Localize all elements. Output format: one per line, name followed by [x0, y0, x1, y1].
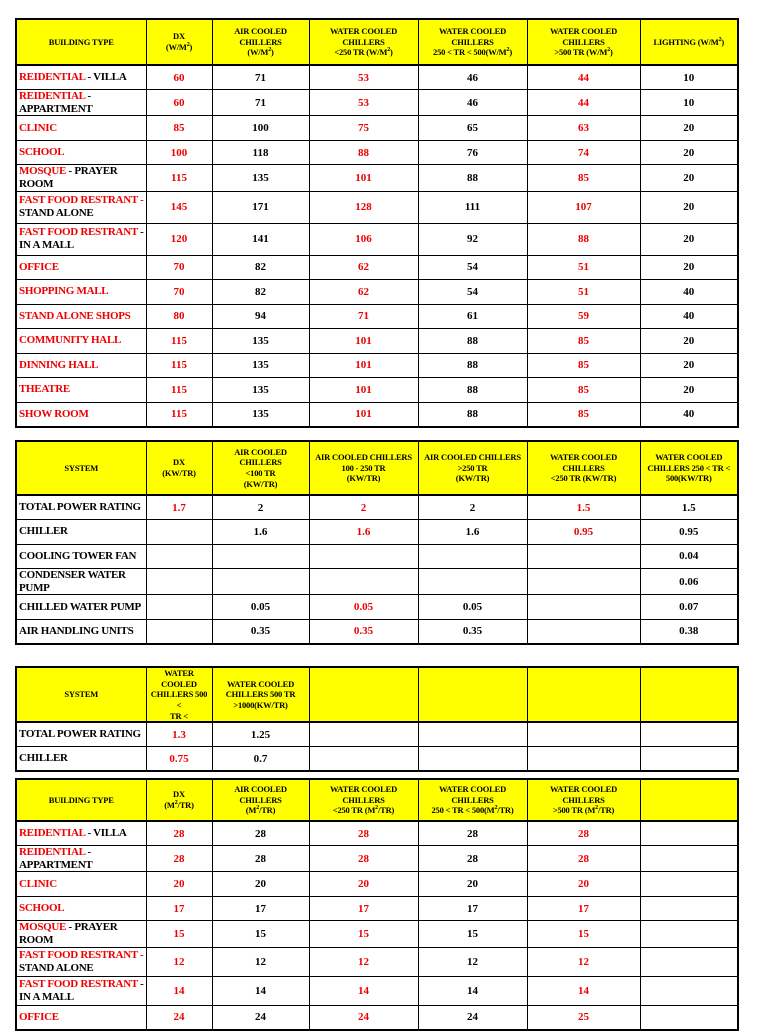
cell-value	[640, 921, 738, 947]
table-row	[16, 191, 738, 223]
column-header: WATER COOLED CHILLERS 250 < TR < $500(M^2/TR)$	[418, 779, 527, 821]
column-header: WATER COOLED CHILLERS 250 < TR < 500(KW/TR)	[640, 441, 738, 495]
row-label: REIDENTIAL - APPARTMENT	[16, 846, 146, 872]
column-header: DX $(M^2/TR)$	[146, 779, 212, 821]
cell-value: 71	[309, 304, 418, 329]
cell-value: 120	[146, 223, 212, 255]
row-label: CHILLED WATER PUMP	[16, 595, 146, 620]
cell-value: 24	[146, 1005, 212, 1030]
cell-value: 1.6	[309, 520, 418, 545]
row-label: SHOPPING MALL	[16, 280, 146, 305]
cell-value: 88	[418, 402, 527, 427]
column-header: WATER COOLED CHILLERS <250 TR $(M^2/TR)$	[309, 779, 418, 821]
cell-value: 171	[212, 191, 309, 223]
cell-value: 101	[309, 378, 418, 403]
cell-value: 1.6	[418, 520, 527, 545]
row-label: DINNING HALL	[16, 353, 146, 378]
cell-value: 0.38	[640, 619, 738, 644]
cell-value: 17	[309, 896, 418, 921]
cell-value: 10	[640, 90, 738, 116]
cell-value: 28	[309, 821, 418, 846]
cell-value: 71	[212, 65, 309, 90]
cell-value: 28	[527, 821, 640, 846]
row-label: REIDENTIAL - APPARTMENT	[16, 90, 146, 116]
cell-value: 0.04	[640, 544, 738, 569]
cell-value: 2	[418, 495, 527, 520]
cell-value: 59	[527, 304, 640, 329]
cell-value	[418, 722, 527, 747]
cell-value: 46	[418, 65, 527, 90]
kw-per-tr-table	[15, 440, 739, 645]
table-row	[16, 821, 738, 846]
cell-value: 40	[640, 304, 738, 329]
cell-value: 24	[418, 1005, 527, 1030]
cell-value: 115	[146, 402, 212, 427]
row-label: MOSQUE - PRAYER ROOM	[16, 165, 146, 191]
cell-value: 28	[212, 846, 309, 872]
cell-value: 88	[418, 378, 527, 403]
table-row	[16, 1005, 738, 1030]
cell-value: 70	[146, 280, 212, 305]
cell-value: 17	[527, 896, 640, 921]
cell-value: 0.06	[640, 569, 738, 595]
column-header: AIR COOLED CHILLERS $(W/M^2)$	[212, 19, 309, 65]
cell-value: 15	[527, 921, 640, 947]
cell-value: 101	[309, 165, 418, 191]
cell-value: 115	[146, 329, 212, 354]
cell-value	[527, 544, 640, 569]
cell-value: 115	[146, 353, 212, 378]
cell-value: 88	[309, 140, 418, 165]
table-row	[16, 140, 738, 165]
row-label: TOTAL POWER RATING	[16, 495, 146, 520]
column-header: WATER COOLED CHILLERS <250 TR (KW/TR)	[527, 441, 640, 495]
row-label: CHILLER	[16, 520, 146, 545]
cell-value: 15	[309, 921, 418, 947]
cell-value: 51	[527, 280, 640, 305]
cell-value: 61	[418, 304, 527, 329]
cell-value: 88	[418, 165, 527, 191]
table-row	[16, 520, 738, 545]
cell-value: 28	[309, 846, 418, 872]
cell-value	[527, 722, 640, 747]
cell-value: 20	[640, 353, 738, 378]
cell-value: 12	[418, 947, 527, 976]
row-label: CONDENSER WATER PUMP	[16, 569, 146, 595]
cell-value: 0.7	[212, 747, 309, 772]
cell-value: 65	[418, 116, 527, 141]
cell-value: 51	[527, 255, 640, 280]
cell-value: 63	[527, 116, 640, 141]
cell-value	[640, 821, 738, 846]
cell-value	[640, 747, 738, 772]
row-label: FAST FOOD RESTRANT - STAND ALONE	[16, 947, 146, 976]
cell-value: 17	[418, 896, 527, 921]
cell-value: 92	[418, 223, 527, 255]
cell-value: 2	[309, 495, 418, 520]
cell-value: 88	[418, 329, 527, 354]
column-header: BUILDING TYPE	[16, 779, 146, 821]
cell-value: 74	[527, 140, 640, 165]
cell-value: 62	[309, 280, 418, 305]
cell-value: 82	[212, 255, 309, 280]
row-label: AIR HANDLING UNITS	[16, 619, 146, 644]
cell-value: 88	[527, 223, 640, 255]
column-header: WATER COOLED CHILLERS 500 TR >1000(KW/TR)	[212, 667, 309, 722]
cell-value: 118	[212, 140, 309, 165]
table-row	[16, 329, 738, 354]
table-row	[16, 116, 738, 141]
cell-value	[640, 846, 738, 872]
table-row	[16, 255, 738, 280]
cell-value: 20	[418, 872, 527, 897]
row-label: REIDENTIAL - VILLA	[16, 821, 146, 846]
cell-value: 85	[527, 402, 640, 427]
table-row	[16, 569, 738, 595]
cell-value	[640, 1005, 738, 1030]
row-label: COOLING TOWER FAN	[16, 544, 146, 569]
cell-value: 1.3	[146, 722, 212, 747]
row-label: OFFICE	[16, 255, 146, 280]
column-header	[309, 667, 418, 722]
cell-value: 75	[309, 116, 418, 141]
cell-value: 0.35	[309, 619, 418, 644]
cell-value: 28	[418, 846, 527, 872]
cell-value: 20	[640, 191, 738, 223]
large-chiller-table	[15, 666, 739, 772]
cell-value	[212, 544, 309, 569]
cell-value: 28	[146, 846, 212, 872]
cell-value: 20	[212, 872, 309, 897]
cell-value: 0.35	[418, 619, 527, 644]
cell-value: 12	[146, 947, 212, 976]
cell-value	[146, 569, 212, 595]
power-density-table	[15, 18, 739, 428]
column-header: DX (KW/TR)	[146, 441, 212, 495]
table-row	[16, 976, 738, 1005]
column-header: WATER COOLED CHILLERS >500 TR $(M^2/TR)$	[527, 779, 640, 821]
cell-value	[212, 569, 309, 595]
column-header: WATER COOLED CHILLERS 250 < TR < $500(W/M^2)$	[418, 19, 527, 65]
cell-value: 141	[212, 223, 309, 255]
cell-value: 15	[418, 921, 527, 947]
cell-value	[418, 569, 527, 595]
cell-value: 85	[527, 378, 640, 403]
cell-value: 1.6	[212, 520, 309, 545]
cell-value: 25	[527, 1005, 640, 1030]
cell-value: 100	[146, 140, 212, 165]
column-header: SYSTEM	[16, 667, 146, 722]
row-label: CLINIC	[16, 116, 146, 141]
cell-value: 80	[146, 304, 212, 329]
cell-value: 115	[146, 378, 212, 403]
cell-value: 135	[212, 353, 309, 378]
row-label: SCHOOL	[16, 896, 146, 921]
cell-value: 20	[309, 872, 418, 897]
cell-value: 60	[146, 90, 212, 116]
row-label: SCHOOL	[16, 140, 146, 165]
cell-value: 20	[640, 223, 738, 255]
cell-value: 46	[418, 90, 527, 116]
column-header	[527, 667, 640, 722]
cell-value: 106	[309, 223, 418, 255]
cell-value: 88	[418, 353, 527, 378]
table-row	[16, 495, 738, 520]
cell-value: 1.5	[640, 495, 738, 520]
cell-value: 115	[146, 165, 212, 191]
cell-value: 62	[309, 255, 418, 280]
table-row	[16, 402, 738, 427]
cell-value: 44	[527, 65, 640, 90]
table-row	[16, 223, 738, 255]
cell-value: 28	[146, 821, 212, 846]
cell-value: 14	[146, 976, 212, 1005]
cell-value: 40	[640, 280, 738, 305]
cell-value: 0.35	[212, 619, 309, 644]
cell-value: 0.05	[309, 595, 418, 620]
cell-value: 24	[212, 1005, 309, 1030]
table-row	[16, 747, 738, 772]
row-label: COMMUNITY HALL	[16, 329, 146, 354]
cell-value	[146, 619, 212, 644]
cell-value: 28	[212, 821, 309, 846]
cell-value	[640, 976, 738, 1005]
row-label: FAST FOOD RESTRANT - STAND ALONE	[16, 191, 146, 223]
cell-value: 20	[146, 872, 212, 897]
cell-value	[527, 569, 640, 595]
cell-value	[527, 619, 640, 644]
cell-value: 101	[309, 353, 418, 378]
column-header: AIR COOLED CHILLERS <100 TR (KW/TR)	[212, 441, 309, 495]
row-label: FAST FOOD RESTRANT - IN A MALL	[16, 976, 146, 1005]
table-row	[16, 280, 738, 305]
cell-value: 70	[146, 255, 212, 280]
cell-value: 101	[309, 402, 418, 427]
cell-value: 53	[309, 65, 418, 90]
row-label: THEATRE	[16, 378, 146, 403]
cell-value: 145	[146, 191, 212, 223]
cell-value: 107	[527, 191, 640, 223]
column-header: DX $(W/M^2)$	[146, 19, 212, 65]
table-row	[16, 353, 738, 378]
cell-value: 0.05	[212, 595, 309, 620]
row-label: SHOW ROOM	[16, 402, 146, 427]
cell-value: 24	[309, 1005, 418, 1030]
cell-value	[309, 544, 418, 569]
cell-value: 60	[146, 65, 212, 90]
cell-value	[418, 747, 527, 772]
column-header	[418, 667, 527, 722]
cell-value	[418, 544, 527, 569]
cell-value: 0.95	[640, 520, 738, 545]
table-row	[16, 722, 738, 747]
column-header: BUILDING TYPE	[16, 19, 146, 65]
table-row	[16, 619, 738, 644]
cell-value: 135	[212, 329, 309, 354]
cell-value	[146, 544, 212, 569]
cell-value: 12	[212, 947, 309, 976]
cell-value: 17	[146, 896, 212, 921]
cell-value: 20	[640, 378, 738, 403]
column-header: AIR COOLED CHILLERS 100 - 250 TR (KW/TR)	[309, 441, 418, 495]
column-header	[640, 779, 738, 821]
cell-value: 14	[418, 976, 527, 1005]
column-header: SYSTEM	[16, 441, 146, 495]
cell-value: 1.7	[146, 495, 212, 520]
row-label: TOTAL POWER RATING	[16, 722, 146, 747]
cell-value	[146, 595, 212, 620]
cell-value: 76	[418, 140, 527, 165]
table-row	[16, 544, 738, 569]
table-row	[16, 947, 738, 976]
cell-value: 40	[640, 402, 738, 427]
cell-value	[640, 872, 738, 897]
row-label: CHILLER	[16, 747, 146, 772]
row-label: REIDENTIAL - VILLA	[16, 65, 146, 90]
column-header: WATER COOLED CHILLERS <250 TR $(W/M^2)$	[309, 19, 418, 65]
row-label: FAST FOOD RESTRANT - IN A MALL	[16, 223, 146, 255]
row-label: MOSQUE - PRAYER ROOM	[16, 921, 146, 947]
cell-value: 100	[212, 116, 309, 141]
cell-value: 85	[527, 329, 640, 354]
cell-value: 135	[212, 402, 309, 427]
cell-value: 82	[212, 280, 309, 305]
cell-value: 14	[212, 976, 309, 1005]
cell-value: 135	[212, 378, 309, 403]
cell-value	[640, 896, 738, 921]
cell-value	[527, 595, 640, 620]
cell-value: 20	[640, 255, 738, 280]
table-row	[16, 846, 738, 872]
column-header	[640, 667, 738, 722]
area-per-tr-table	[15, 778, 739, 1031]
column-header: WATER COOLED CHILLERS 500 < TR <	[146, 667, 212, 722]
table-row	[16, 921, 738, 947]
cell-value: 17	[212, 896, 309, 921]
column-header: AIR COOLED CHILLERS >250 TR (KW/TR)	[418, 441, 527, 495]
cell-value: 10	[640, 65, 738, 90]
table-row	[16, 595, 738, 620]
cell-value: 85	[527, 353, 640, 378]
column-header: WATER COOLED CHILLERS >500 TR $(W/M^2)$	[527, 19, 640, 65]
cell-value: 0.05	[418, 595, 527, 620]
cell-value: 135	[212, 165, 309, 191]
cell-value: 71	[212, 90, 309, 116]
cell-value: 20	[640, 165, 738, 191]
table-row	[16, 378, 738, 403]
cell-value	[309, 747, 418, 772]
cell-value: 53	[309, 90, 418, 116]
cell-value: 0.95	[527, 520, 640, 545]
cell-value: 28	[527, 846, 640, 872]
column-header: LIGHTING $(W/M^2)$	[640, 19, 738, 65]
cell-value	[640, 947, 738, 976]
cell-value: 15	[146, 921, 212, 947]
cell-value: 101	[309, 329, 418, 354]
cell-value: 12	[527, 947, 640, 976]
cell-value: 2	[212, 495, 309, 520]
row-label: OFFICE	[16, 1005, 146, 1030]
cell-value: 14	[309, 976, 418, 1005]
cell-value: 0.07	[640, 595, 738, 620]
table-row	[16, 165, 738, 191]
cell-value: 20	[640, 329, 738, 354]
cell-value	[309, 569, 418, 595]
cell-value: 85	[146, 116, 212, 141]
table-row	[16, 872, 738, 897]
cell-value: 54	[418, 280, 527, 305]
cell-value	[527, 747, 640, 772]
cell-value: 0.75	[146, 747, 212, 772]
table-row	[16, 896, 738, 921]
cell-value	[640, 722, 738, 747]
cell-value: 28	[418, 821, 527, 846]
table-row	[16, 90, 738, 116]
cell-value: 54	[418, 255, 527, 280]
table-row	[16, 65, 738, 90]
cell-value: 44	[527, 90, 640, 116]
cell-value: 1.25	[212, 722, 309, 747]
cell-value: 128	[309, 191, 418, 223]
cell-value	[309, 722, 418, 747]
cell-value: 1.5	[527, 495, 640, 520]
table-row	[16, 304, 738, 329]
cell-value: 20	[527, 872, 640, 897]
cell-value: 85	[527, 165, 640, 191]
row-label: STAND ALONE SHOPS	[16, 304, 146, 329]
cell-value: 12	[309, 947, 418, 976]
cell-value: 15	[212, 921, 309, 947]
row-label: CLINIC	[16, 872, 146, 897]
cell-value: 20	[640, 140, 738, 165]
cell-value: 20	[640, 116, 738, 141]
cell-value: 14	[527, 976, 640, 1005]
cell-value	[146, 520, 212, 545]
cell-value: 111	[418, 191, 527, 223]
column-header: AIR COOLED CHILLERS $(M^2/TR)$	[212, 779, 309, 821]
cell-value: 94	[212, 304, 309, 329]
